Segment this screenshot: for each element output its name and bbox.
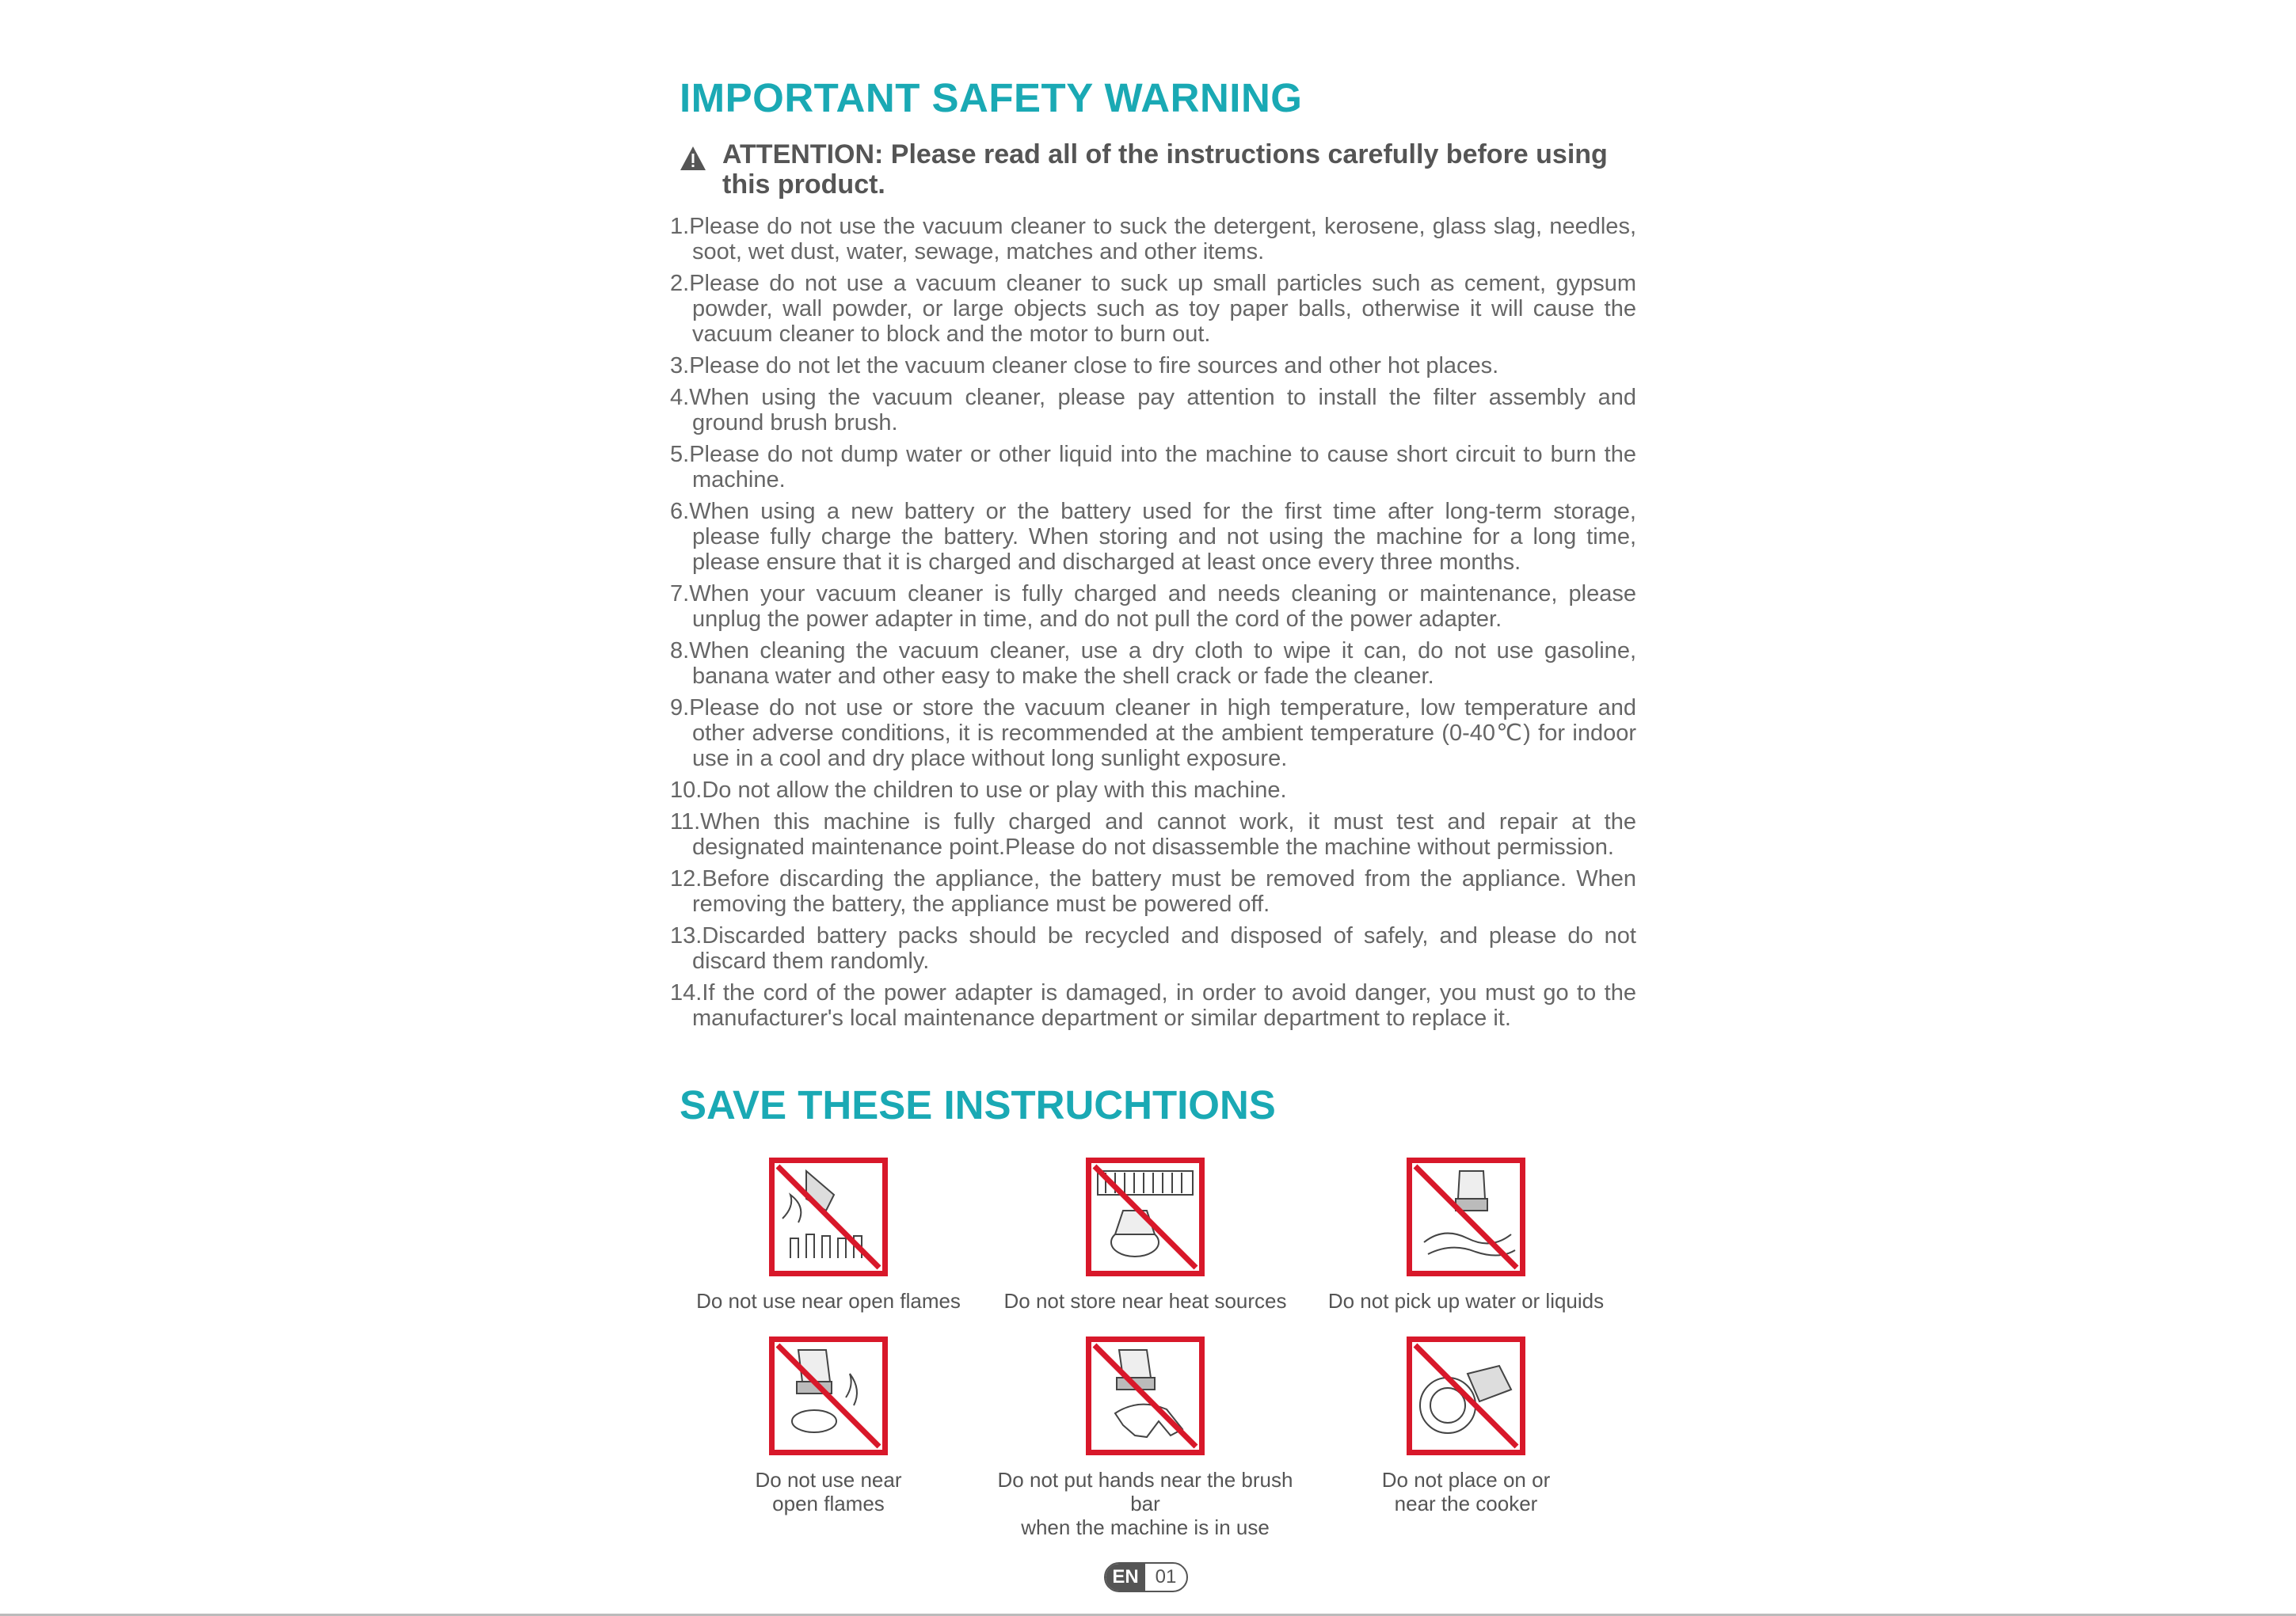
item-text: Before discarding the appliance, the battery must be removed from the appliance. When removing the battery, the appliance must be powered off.	[692, 866, 1636, 917]
save-instructions-title: SAVE THESE INSTRUCHTIONS	[680, 1082, 1276, 1127]
item-number: 11.	[670, 809, 701, 835]
pictogram-caption: Do not store near heat sources	[1003, 1289, 1287, 1313]
attention-text: ATTENTION: Please read all of the instructions carefully before using this product.	[722, 139, 1608, 200]
list-item	[670, 778, 1636, 803]
list-item	[670, 271, 1636, 347]
language-label: EN	[1106, 1564, 1145, 1591]
item-number: 12.	[670, 866, 703, 892]
list-item	[670, 499, 1636, 575]
item-text: When your vacuum cleaner is fully charged and needs cleaning or maintenance, please unplug the power adapter in time, and do not pull the cord of the power adapter.	[689, 581, 1636, 632]
page-badge	[1104, 1562, 1188, 1592]
pictogram-caption: Do not use near open flames	[755, 1468, 902, 1515]
item-text: When cleaning the vacuum cleaner, use a dry cloth to wipe it can, do not use gasoline, banana water and other easy to make the shell crack or fade the cleaner.	[689, 638, 1636, 689]
list-item	[670, 214, 1636, 264]
pictogram-caption: Do not pick up water or liquids	[1327, 1289, 1605, 1313]
list-item	[670, 442, 1636, 492]
list-item	[670, 980, 1636, 1031]
item-text: Please do not use or store the vacuum cleaner in high temperature, low temperature and other adverse conditions, it is recommended at the ambient temperature (0-40℃) for indoor use in a cool and dry place without long sunlight exposure.	[689, 695, 1636, 771]
item-text: Please do not use the vacuum cleaner to suck the detergent, kerosene, glass slag, needles, soot, wet dust, water, sewage, matches and other items.	[689, 214, 1636, 264]
item-text: Do not allow the children to use or play with this machine.	[702, 778, 1287, 803]
list-item	[670, 695, 1636, 771]
item-text: When using a new battery or the battery used for the first time after long-term storage, please fully charge the battery. When storing and not using the machine for a long time, please ensure that it is charged and discharged at least once every three months.	[689, 499, 1636, 575]
item-number: 3.	[670, 353, 690, 378]
item-text: When using the vacuum cleaner, please pay attention to install the filter assembly and ground brush brush.	[689, 385, 1636, 435]
pictogram-item	[987, 1337, 1304, 1539]
item-number: 1.	[670, 214, 690, 239]
item-text: When this machine is fully charged and cannot work, it must test and repair at the designated maintenance point.Please do not disassemble the machine without permission.	[692, 809, 1636, 860]
no-heat-sources-icon	[1086, 1158, 1205, 1276]
list-item	[670, 581, 1636, 632]
pictogram-caption: Do not put hands near the brush bar when the machine is in use	[997, 1468, 1293, 1539]
no-cooker-icon	[1407, 1337, 1525, 1455]
list-item	[670, 923, 1636, 974]
item-number: 14.	[670, 980, 703, 1006]
warning-triangle-icon	[680, 146, 706, 171]
page-title: IMPORTANT SAFETY WARNING	[680, 75, 1303, 120]
item-text: Please do not dump water or other liquid into the machine to cause short circuit to burn the machine.	[689, 442, 1636, 492]
pictogram-item	[1304, 1337, 1628, 1539]
item-number: 6.	[670, 499, 690, 524]
safety-list	[670, 214, 1636, 1031]
pictogram-item	[670, 1158, 987, 1313]
list-item	[670, 385, 1636, 435]
list-item	[670, 866, 1636, 917]
item-number: 13.	[670, 923, 703, 949]
pictogram-caption: Do not place on or near the cooker	[1381, 1468, 1551, 1515]
safety-document	[670, 71, 1636, 1132]
item-number: 7.	[670, 581, 690, 606]
item-number: 5.	[670, 442, 690, 467]
item-text: Please do not use a vacuum cleaner to suck up small particles such as cement, gypsum powder, wall powder, or large objects such as toy paper balls, otherwise it will cause the vacuum cleaner to block and the motor to burn out.	[689, 271, 1636, 347]
list-item	[670, 809, 1636, 860]
list-item	[670, 353, 1636, 378]
attention-notice	[670, 139, 1628, 200]
pictogram-item	[1304, 1158, 1628, 1313]
no-liquids-icon	[1407, 1158, 1525, 1276]
item-number: 9.	[670, 695, 690, 721]
list-item	[670, 638, 1636, 689]
pictogram-caption: Do not use near open flames	[696, 1289, 961, 1313]
item-number: 4.	[670, 385, 690, 410]
pictogram-grid	[670, 1158, 1628, 1539]
item-text: Please do not let the vacuum cleaner close to fire sources and other hot places.	[689, 353, 1499, 378]
item-text: If the cord of the power adapter is damaged, in order to avoid danger, you must go to the manufacturer's local maintenance department or similar department to replace it.	[692, 980, 1636, 1031]
page-number: 01	[1155, 1566, 1177, 1587]
no-hands-brush-icon	[1086, 1337, 1205, 1455]
item-number: 8.	[670, 638, 690, 664]
pictogram-item	[987, 1158, 1304, 1313]
item-text: Discarded battery packs should be recycled and disposed of safely, and please do not discard them randomly.	[692, 923, 1636, 974]
no-open-flames-2-icon	[769, 1337, 888, 1455]
item-number: 10.	[670, 778, 703, 803]
pictogram-item	[670, 1337, 987, 1539]
no-open-flames-icon	[769, 1158, 888, 1276]
item-number: 2.	[670, 271, 690, 296]
